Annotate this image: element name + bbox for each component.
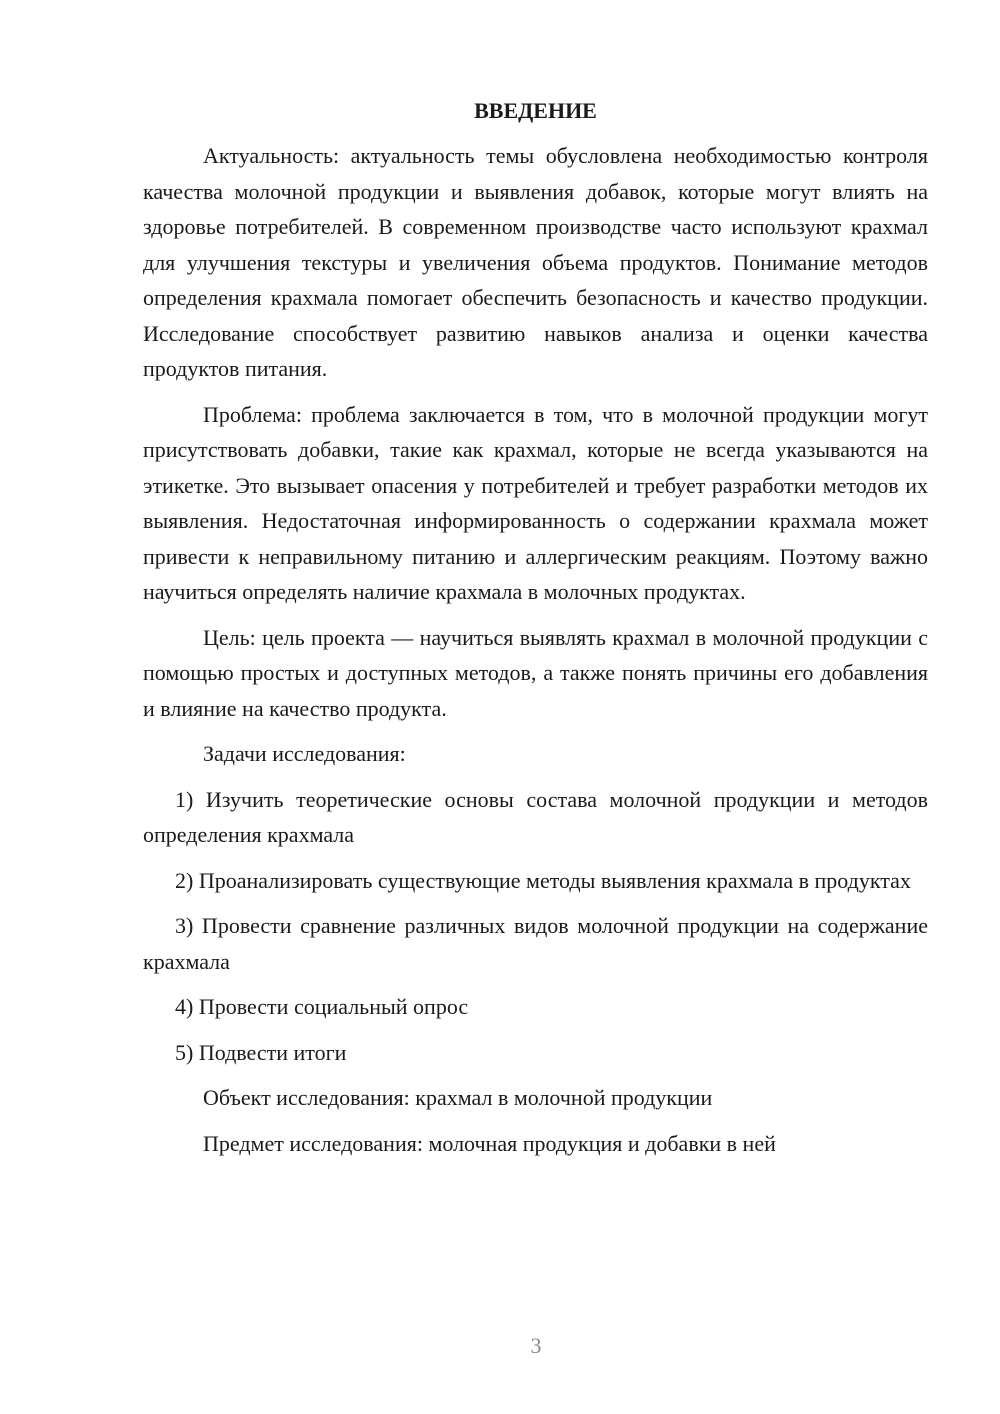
page-number: 3 <box>530 1333 542 1358</box>
tasks-label: Задачи исследования: <box>203 741 406 766</box>
section-heading: ВВЕДЕНИЕ <box>474 98 597 123</box>
research-subject: Предмет исследования: молочная продукция и добавки в ней <box>203 1130 776 1156</box>
research-object: Объект исследования: крахмал в молочной продукции <box>203 1085 713 1110</box>
task-item-3: 3) Провести сравнение различных видов молочной продукции на содержание крахмала <box>143 913 928 974</box>
task-item-4: 4) Провести социальный опрос <box>175 994 469 1019</box>
problem-paragraph: Проблема: проблема заключается в том, что в молочной продукции могут присутствовать добавки, такие как крахмал, которые не всегда указываются на этикетке. Это вызывает опасения у потребителей и требует разработки методов их выявления. Недостаточная информированность о содержании крахмала может привести к неправильному питанию и аллергическим реакциям. Поэтому важно научиться определять наличие крахмала в молочных продуктах. <box>143 401 928 604</box>
relevance-paragraph: Актуальность: актуальность темы обусловлена необходимостью контроля качества молочной продукции и выявления добавок, которые могут влиять на здоровье потребителей. В современном производстве часто используют крахмал для улучшения текстуры и увеличения объема продуктов. Понимание методов определения крахмала помогает обеспечить безопасность и качество продукции. Исследование способствует развитию навыков анализа и оценки качества продуктов питания. <box>143 143 928 381</box>
task-item-5: 5) Подвести итоги <box>175 1039 347 1065</box>
goal-paragraph: Цель: цель проекта — научиться выявлять крахмал в молочной продукции с помощью простых и доступных методов, а также понять причины его добавления и влияние на качество продукта. <box>143 624 928 721</box>
task-item-1: 1) Изучить теоретические основы состава молочной продукции и методов определения крахмала <box>143 786 928 847</box>
page-content <box>143 94 928 1171</box>
task-item-2: 2) Проанализировать существующие методы выявления крахмала в продуктах <box>175 867 911 893</box>
